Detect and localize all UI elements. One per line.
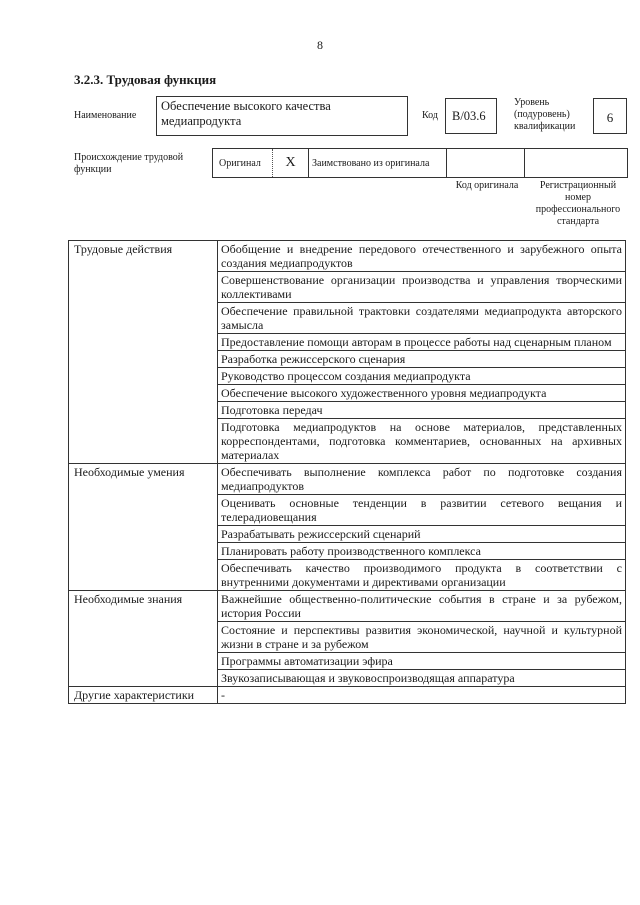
labor-action-item: Подготовка передач [218,402,626,419]
skill-item: Разрабатывать режиссерский сценарий [218,526,626,543]
origin-label: Происхождение трудовой функции [74,152,184,175]
knowledge-label: Необходимые знания [69,591,218,687]
table-row [69,687,626,704]
skill-item: Обеспечивать выполнение комплекса работ по подготовке создания медиапродуктов [218,464,626,495]
reg-number-caption: Регистрационный номер профессионального стандарта [535,180,621,227]
page-number: 8 [317,38,323,52]
labor-action-item: Предоставление помощи авторам в процессе работы над сценарным планом [218,334,626,351]
qualification-level-label: Уровень (подуровень) квалификации [514,97,576,132]
knowledge-item: Важнейшие общественно-политические события в стране и за рубежом, история России [218,591,626,622]
name-label: Наименование [74,110,137,121]
section-title: 3.2.3. Трудовая функция [74,72,217,87]
origin-row [212,148,628,178]
skill-item: Обеспечивать качество производимого продукта в соответствии с внутренними документами и директивами организации [218,560,626,591]
origin-borrowed: Заимствовано из оригинала [309,149,447,177]
labor-action-item: Подготовка медиапродуктов на основе материалов, представленных корреспондентами, подготовка комментариев, основанных на архивных материалах [218,419,626,464]
skill-item: Оценивать основные тенденции в развитии сетевого вещания и телерадиовещания [218,495,626,526]
labor-action-item: Совершенствование организации производства и управления творческими коллективами [218,272,626,303]
other-characteristics-label: Другие характеристики [69,687,218,704]
table-row [69,241,626,272]
code-original-caption: Код оригинала [455,180,519,191]
name-value: Обеспечение высокого качества медиапродукта [156,96,408,136]
code-label: Код [422,110,438,121]
labor-actions-label: Трудовые действия [69,241,218,464]
origin-mark: X [273,149,309,177]
labor-action-item: Обеспечение высокого художественного уровня медиапродукта [218,385,626,402]
labor-action-item: Разработка режиссерского сценария [218,351,626,368]
knowledge-item: Звукозаписывающая и звуковоспроизводящая аппаратура [218,670,626,687]
origin-original: Оригинал [213,149,273,177]
code-value: В/03.6 [445,98,497,134]
qualification-level-value: 6 [593,98,627,134]
labor-action-item: Руководство процессом создания медиапродукта [218,368,626,385]
table-row [69,591,626,622]
skill-item: Планировать работу производственного комплекса [218,543,626,560]
knowledge-item: Программы автоматизации эфира [218,653,626,670]
other-characteristics-value: - [218,687,626,704]
origin-reg-cell [525,149,627,177]
origin-code-cell [447,149,525,177]
function-table [68,240,626,704]
knowledge-item: Состояние и перспективы развития экономической, научной и культурной жизни в стране и за рубежом [218,622,626,653]
labor-action-item: Обобщение и внедрение передового отечественного и зарубежного опыта создания медиапродуктов [218,241,626,272]
table-row [69,464,626,495]
labor-action-item: Обеспечение правильной трактовки создателями медиапродукта авторского замысла [218,303,626,334]
skills-label: Необходимые умения [69,464,218,591]
